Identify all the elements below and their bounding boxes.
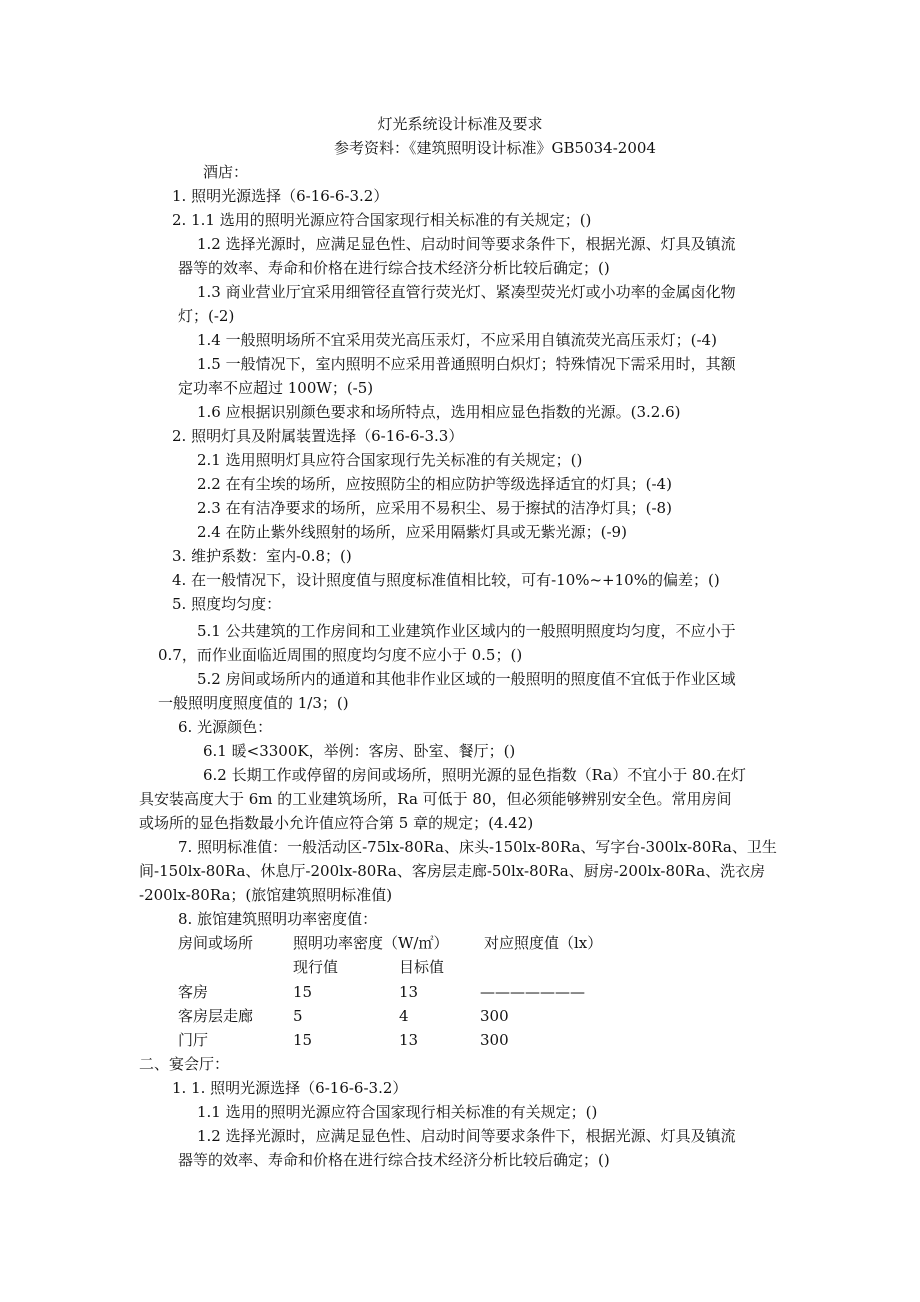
paragraph-line: 6.2 长期工作或停留的房间或场所，照明光源的显色指数（Ra）不宜小于 80.在灯 [203, 766, 746, 784]
paragraph-line: 1.3 商业营业厅宜采用细管径直管行荧光灯、紧凑型荧光灯或小功率的金属卤化物 [197, 283, 736, 301]
paragraph-line: 1.2 选择光源时，应满足显色性、启动时间等要求条件下，根据光源、灯具及镇流 [197, 1127, 736, 1145]
table-subheader-target: 目标值 [399, 958, 445, 976]
paragraph-line: 6.1 暖<3300K，举例：客房、卧室、餐厅；() [203, 742, 516, 760]
paragraph-line: 1.5 一般情况下，室内照明不应采用普通照明白炽灯；特殊情况下需采用时，其额 [197, 355, 736, 373]
table-cell: 15 [293, 983, 313, 1001]
paragraph-line: 间-150lx-80Ra、休息厅-200lx-80Ra、客房层走廊-50lx-80Ra、厨房-200lx-80Ra、洗衣房 [139, 862, 766, 880]
paragraph-line: 5.2 房间或场所内的通道和其他非作业区域的一般照明的照度值不宜低于作业区域 [197, 670, 736, 688]
paragraph-line: 2. 1.1 选用的照明光源应符合国家现行相关标准的有关规定；() [172, 211, 592, 229]
paragraph-line: -200lx-80Ra；(旅馆建筑照明标准值) [139, 886, 393, 904]
document-title: 灯光系统设计标准及要求 [377, 115, 543, 133]
paragraph-line: 1.2 选择光源时，应满足显色性、启动时间等要求条件下，根据光源、灯具及镇流 [197, 235, 736, 253]
paragraph-line: 灯；(-2) [178, 307, 235, 325]
paragraph-line: 1. 照明光源选择（6-16-6-3.2） [172, 187, 389, 205]
table-header-illuminance: 对应照度值（lx） [484, 934, 603, 952]
table-cell: 客房 [178, 983, 209, 1001]
paragraph-line: 5. 照度均匀度： [172, 595, 282, 613]
paragraph-line: 2. 照明灯具及附属装置选择（6-16-6-3.3） [172, 427, 464, 445]
paragraph-line: 5.1 公共建筑的工作房间和工业建筑作业区域内的一般照明照度均匀度，不应小于 [197, 622, 736, 640]
table-cell: 客房层走廊 [178, 1007, 254, 1025]
paragraph-line: 2.2 在有尘埃的场所，应按照防尘的相应防护等级选择适宜的灯具；(-4) [197, 475, 672, 493]
paragraph-line: 具安装高度大于 6m 的工业建筑场所，Ra 可低于 80，但必须能够辨别安全色。常用房间 [139, 790, 732, 808]
table-cell: 300 [480, 1031, 509, 1049]
table-cell: 4 [399, 1007, 409, 1025]
reference-line: 参考资料：《建筑照明设计标准》GB5034-2004 [334, 139, 656, 157]
paragraph-line: 定功率不应超过 100W；(-5) [178, 379, 374, 397]
table-cell: 300 [480, 1007, 509, 1025]
paragraph-line: 2.4 在防止紫外线照射的场所，应采用隔紫灯具或无紫光源；(-9) [197, 523, 627, 541]
paragraph-line: 1.6 应根据识别颜色要求和场所特点，选用相应显色指数的光源。(3.2.6) [197, 403, 681, 421]
table-cell: ——————— [480, 983, 585, 1001]
paragraph-line: 器等的效率、寿命和价格在进行综合技术经济分析比较后确定；() [178, 1151, 610, 1169]
table-cell: 13 [399, 1031, 419, 1049]
paragraph-line: 0.7，而作业面临近周围的照度均匀度不应小于 0.5；() [158, 646, 523, 664]
table-cell: 门厅 [178, 1031, 209, 1049]
paragraph-line: 3. 维护系数：室内-0.8；() [172, 547, 352, 565]
table-cell: 15 [293, 1031, 313, 1049]
paragraph-line: 6. 光源颜色： [178, 718, 273, 736]
table-header-room: 房间或场所 [178, 934, 254, 952]
paragraph-line: 1. 1. 照明光源选择（6-16-6-3.2） [172, 1079, 408, 1097]
paragraph-line: 1.1 选用的照明光源应符合国家现行相关标准的有关规定；() [197, 1103, 598, 1121]
paragraph-line: 一般照明度照度值的 1/3；() [158, 694, 349, 712]
paragraph-line: 2.3 在有洁净要求的场所，应采用不易积尘、易于擦拭的洁净灯具；(-8) [197, 499, 672, 517]
table-header-density: 照明功率密度（W/㎡） [293, 934, 449, 952]
table-cell: 13 [399, 983, 419, 1001]
table-subheader-current: 现行值 [293, 958, 339, 976]
section-heading-hotel: 酒店： [203, 163, 249, 181]
paragraph-line: 7. 照明标准值：一般活动区-75lx-80Ra、床头-150lx-80Ra、写字台-300lx-80Ra、卫生 [178, 838, 777, 856]
paragraph-line: 1.4 一般照明场所不宜采用荧光高压汞灯，不应采用自镇流荧光高压汞灯；(-4) [197, 331, 717, 349]
paragraph-line: 2.1 选用照明灯具应符合国家现行先关标准的有关规定；() [197, 451, 583, 469]
paragraph-line: 4. 在一般情况下，设计照度值与照度标准值相比较，可有-10%~+10%的偏差；() [172, 571, 720, 589]
paragraph-line: 8. 旅馆建筑照明功率密度值： [178, 910, 378, 928]
paragraph-line: 器等的效率、寿命和价格在进行综合技术经济分析比较后确定；() [178, 259, 610, 277]
paragraph-line: 或场所的显色指数最小允许值应符合第 5 章的规定；(4.42) [139, 814, 534, 832]
table-cell: 5 [293, 1007, 303, 1025]
section-heading-banquet: 二、宴会厅： [139, 1055, 230, 1073]
